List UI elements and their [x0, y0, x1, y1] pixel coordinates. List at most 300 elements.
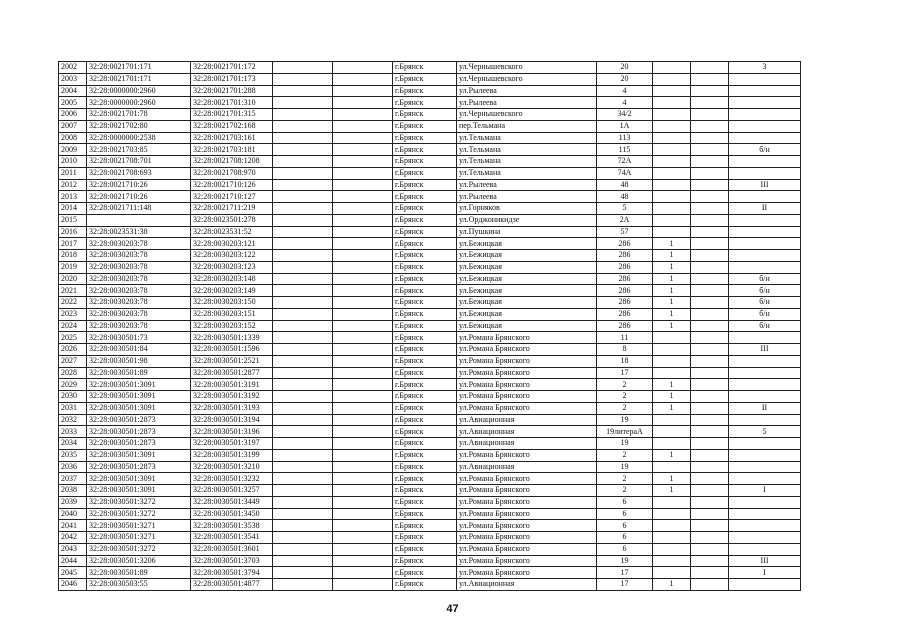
street-cell: ул.Романа Брянского — [457, 332, 597, 344]
land-cadastral-number-cell: 32:28:0030501:3091 — [87, 473, 191, 485]
empty-cell — [333, 214, 393, 226]
table-row — [59, 85, 801, 97]
category-cell — [729, 120, 801, 132]
table-row — [59, 320, 801, 332]
house-number-cell: 8 — [597, 344, 653, 356]
row-number-cell: 2002 — [59, 62, 87, 74]
building-cadastral-number-cell: 32:28:0030203:152 — [191, 320, 273, 332]
category-cell — [729, 167, 801, 179]
empty-cell — [691, 449, 729, 461]
city-cell: г.Брянск — [393, 167, 457, 179]
city-cell: г.Брянск — [393, 214, 457, 226]
row-number-cell: 2044 — [59, 555, 87, 567]
empty-cell — [273, 308, 333, 320]
category-cell: б/н — [729, 320, 801, 332]
empty-cell — [273, 85, 333, 97]
empty-cell — [333, 62, 393, 74]
street-cell: ул.Тельмана — [457, 156, 597, 168]
empty-cell — [333, 308, 393, 320]
street-cell: ул.Бежицкая — [457, 320, 597, 332]
empty-cell — [691, 391, 729, 403]
empty-cell — [333, 144, 393, 156]
table-body — [59, 62, 801, 591]
house-number-cell: 115 — [597, 144, 653, 156]
mark-cell — [653, 167, 691, 179]
empty-cell — [691, 97, 729, 109]
category-cell — [729, 543, 801, 555]
building-cadastral-number-cell: 32:28:0030501:3210 — [191, 461, 273, 473]
street-cell: ул.Бежицкая — [457, 250, 597, 262]
empty-cell — [273, 332, 333, 344]
land-cadastral-number-cell: 32:28:0021710:26 — [87, 179, 191, 191]
building-cadastral-number-cell: 32:28:0030501:1596 — [191, 344, 273, 356]
row-number-cell: 2003 — [59, 73, 87, 85]
row-number-cell: 2012 — [59, 179, 87, 191]
land-cadastral-number-cell: 32:28:0030501:73 — [87, 332, 191, 344]
street-cell: ул.Бежицкая — [457, 273, 597, 285]
city-cell: г.Брянск — [393, 109, 457, 121]
category-cell: 3 — [729, 62, 801, 74]
empty-cell — [691, 579, 729, 591]
empty-cell — [273, 167, 333, 179]
building-cadastral-number-cell: 32:28:0030501:3199 — [191, 449, 273, 461]
empty-cell — [333, 285, 393, 297]
street-cell: ул.Романа Брянского — [457, 543, 597, 555]
table-row — [59, 203, 801, 215]
city-cell: г.Брянск — [393, 191, 457, 203]
building-cadastral-number-cell: 32:28:0021701:173 — [191, 73, 273, 85]
row-number-cell: 2031 — [59, 402, 87, 414]
land-cadastral-number-cell: 32:28:0030503:55 — [87, 579, 191, 591]
empty-cell — [273, 179, 333, 191]
city-cell: г.Брянск — [393, 485, 457, 497]
city-cell: г.Брянск — [393, 144, 457, 156]
empty-cell — [273, 579, 333, 591]
empty-cell — [333, 297, 393, 309]
table-row — [59, 226, 801, 238]
empty-cell — [333, 109, 393, 121]
house-number-cell: 19 — [597, 438, 653, 450]
city-cell: г.Брянск — [393, 555, 457, 567]
row-number-cell: 2041 — [59, 520, 87, 532]
empty-cell — [333, 97, 393, 109]
street-cell: ул.Рылеева — [457, 97, 597, 109]
building-cadastral-number-cell: 32:28:0030203:149 — [191, 285, 273, 297]
street-cell: ул.Рылеева — [457, 191, 597, 203]
building-cadastral-number-cell: 32:28:0030501:3538 — [191, 520, 273, 532]
empty-cell — [273, 214, 333, 226]
land-cadastral-number-cell: 32:28:0030203:78 — [87, 285, 191, 297]
street-cell: ул.Романа Брянского — [457, 391, 597, 403]
empty-cell — [691, 332, 729, 344]
row-number-cell: 2013 — [59, 191, 87, 203]
empty-cell — [333, 543, 393, 555]
row-number-cell: 2010 — [59, 156, 87, 168]
building-cadastral-number-cell: 32:28:0021710:127 — [191, 191, 273, 203]
table-row — [59, 109, 801, 121]
empty-cell — [691, 344, 729, 356]
empty-cell — [273, 508, 333, 520]
table-row — [59, 414, 801, 426]
house-number-cell: 19 — [597, 461, 653, 473]
empty-cell — [691, 156, 729, 168]
mark-cell — [653, 461, 691, 473]
table-row — [59, 461, 801, 473]
empty-cell — [333, 520, 393, 532]
empty-cell — [273, 496, 333, 508]
mark-cell — [653, 567, 691, 579]
empty-cell — [691, 273, 729, 285]
street-cell: ул.Бежицкая — [457, 308, 597, 320]
category-cell: III — [729, 555, 801, 567]
category-cell — [729, 438, 801, 450]
land-cadastral-number-cell: 32:28:0030501:3091 — [87, 379, 191, 391]
table-row — [59, 426, 801, 438]
row-number-cell: 2029 — [59, 379, 87, 391]
mark-cell — [653, 332, 691, 344]
empty-cell — [273, 567, 333, 579]
city-cell: г.Брянск — [393, 285, 457, 297]
empty-cell — [333, 320, 393, 332]
house-number-cell: 20 — [597, 73, 653, 85]
table-row — [59, 555, 801, 567]
city-cell: г.Брянск — [393, 297, 457, 309]
row-number-cell: 2011 — [59, 167, 87, 179]
empty-cell — [273, 261, 333, 273]
row-number-cell: 2045 — [59, 567, 87, 579]
building-cadastral-number-cell: 32:28:0021708:970 — [191, 167, 273, 179]
mark-cell — [653, 226, 691, 238]
house-number-cell: 286 — [597, 297, 653, 309]
row-number-cell: 2023 — [59, 308, 87, 320]
empty-cell — [273, 156, 333, 168]
empty-cell — [333, 555, 393, 567]
house-number-cell: 17 — [597, 567, 653, 579]
building-cadastral-number-cell: 32:28:0023531:52 — [191, 226, 273, 238]
row-number-cell: 2004 — [59, 85, 87, 97]
empty-cell — [691, 120, 729, 132]
table-row — [59, 62, 801, 74]
house-number-cell: 286 — [597, 273, 653, 285]
category-cell — [729, 238, 801, 250]
city-cell: г.Брянск — [393, 320, 457, 332]
land-cadastral-number-cell: 32:28:0030203:78 — [87, 250, 191, 262]
empty-cell — [333, 485, 393, 497]
house-number-cell: 19литераА — [597, 426, 653, 438]
mark-cell — [653, 355, 691, 367]
category-cell — [729, 379, 801, 391]
row-number-cell: 2022 — [59, 297, 87, 309]
category-cell: III — [729, 179, 801, 191]
city-cell: г.Брянск — [393, 543, 457, 555]
empty-cell — [691, 308, 729, 320]
mark-cell: 1 — [653, 238, 691, 250]
street-cell: ул.Пушкина — [457, 226, 597, 238]
empty-cell — [333, 332, 393, 344]
empty-cell — [333, 203, 393, 215]
building-cadastral-number-cell: 32:28:0030501:3194 — [191, 414, 273, 426]
row-number-cell: 2036 — [59, 461, 87, 473]
city-cell: г.Брянск — [393, 391, 457, 403]
row-number-cell: 2006 — [59, 109, 87, 121]
table-row — [59, 579, 801, 591]
mark-cell: 1 — [653, 308, 691, 320]
house-number-cell: 17 — [597, 579, 653, 591]
building-cadastral-number-cell: 32:28:0030501:2877 — [191, 367, 273, 379]
building-cadastral-number-cell: 32:28:0030203:123 — [191, 261, 273, 273]
mark-cell — [653, 344, 691, 356]
land-cadastral-number-cell: 32:28:0030203:78 — [87, 297, 191, 309]
building-cadastral-number-cell: 32:28:0021710:126 — [191, 179, 273, 191]
empty-cell — [691, 226, 729, 238]
empty-cell — [273, 555, 333, 567]
empty-cell — [333, 579, 393, 591]
table-row — [59, 473, 801, 485]
street-cell: ул.Романа Брянского — [457, 555, 597, 567]
building-cadastral-number-cell: 32:28:0030501:2521 — [191, 355, 273, 367]
house-number-cell: 5 — [597, 203, 653, 215]
row-number-cell: 2015 — [59, 214, 87, 226]
city-cell: г.Брянск — [393, 261, 457, 273]
empty-cell — [691, 109, 729, 121]
land-cadastral-number-cell: 32:28:0030501:2873 — [87, 438, 191, 450]
land-cadastral-number-cell: 32:28:0021702:80 — [87, 120, 191, 132]
mark-cell — [653, 62, 691, 74]
city-cell: г.Брянск — [393, 238, 457, 250]
building-cadastral-number-cell: 32:28:0021711:219 — [191, 203, 273, 215]
empty-cell — [691, 402, 729, 414]
table-row — [59, 391, 801, 403]
building-cadastral-number-cell: 32:28:0021701:315 — [191, 109, 273, 121]
land-cadastral-number-cell: 32:28:0030501:89 — [87, 567, 191, 579]
category-cell — [729, 508, 801, 520]
empty-cell — [691, 555, 729, 567]
table-row — [59, 261, 801, 273]
mark-cell — [653, 520, 691, 532]
empty-cell — [691, 261, 729, 273]
city-cell: г.Брянск — [393, 355, 457, 367]
table-row — [59, 332, 801, 344]
category-cell — [729, 449, 801, 461]
row-number-cell: 2035 — [59, 449, 87, 461]
empty-cell — [691, 179, 729, 191]
mark-cell — [653, 85, 691, 97]
row-number-cell: 2017 — [59, 238, 87, 250]
empty-cell — [273, 62, 333, 74]
row-number-cell: 2040 — [59, 508, 87, 520]
empty-cell — [333, 473, 393, 485]
row-number-cell: 2042 — [59, 532, 87, 544]
category-cell: б/н — [729, 273, 801, 285]
table-row — [59, 367, 801, 379]
category-cell: I — [729, 485, 801, 497]
building-cadastral-number-cell: 32:28:0021708:1208 — [191, 156, 273, 168]
row-number-cell: 2024 — [59, 320, 87, 332]
empty-cell — [273, 144, 333, 156]
house-number-cell: 2 — [597, 402, 653, 414]
building-cadastral-number-cell: 32:28:0030501:3794 — [191, 567, 273, 579]
table-row — [59, 520, 801, 532]
category-cell — [729, 520, 801, 532]
house-number-cell: 1А — [597, 120, 653, 132]
empty-cell — [691, 438, 729, 450]
house-number-cell: 19 — [597, 414, 653, 426]
building-cadastral-number-cell: 32:28:0021701:172 — [191, 62, 273, 74]
empty-cell — [691, 461, 729, 473]
street-cell: ул.Авиационная — [457, 461, 597, 473]
city-cell: г.Брянск — [393, 473, 457, 485]
street-cell: ул.Рылеева — [457, 85, 597, 97]
table-row — [59, 120, 801, 132]
house-number-cell: 6 — [597, 532, 653, 544]
street-cell: ул.Романа Брянского — [457, 449, 597, 461]
table-row — [59, 449, 801, 461]
city-cell: г.Брянск — [393, 273, 457, 285]
category-cell — [729, 579, 801, 591]
category-cell — [729, 367, 801, 379]
empty-cell — [333, 391, 393, 403]
mark-cell — [653, 120, 691, 132]
table-row — [59, 308, 801, 320]
land-cadastral-number-cell: 32:28:0021711:148 — [87, 203, 191, 215]
empty-cell — [333, 367, 393, 379]
house-number-cell: 2 — [597, 379, 653, 391]
empty-cell — [333, 179, 393, 191]
city-cell: г.Брянск — [393, 62, 457, 74]
street-cell: ул.Бежицкая — [457, 285, 597, 297]
house-number-cell: 48 — [597, 191, 653, 203]
registry-table — [58, 61, 801, 591]
empty-cell — [691, 250, 729, 262]
mark-cell: 1 — [653, 402, 691, 414]
building-cadastral-number-cell: 32:28:0030501:3541 — [191, 532, 273, 544]
street-cell: ул.Рылеева — [457, 179, 597, 191]
category-cell: II — [729, 203, 801, 215]
category-cell — [729, 532, 801, 544]
building-cadastral-number-cell: 32:28:0021701:288 — [191, 85, 273, 97]
category-cell — [729, 85, 801, 97]
city-cell: г.Брянск — [393, 344, 457, 356]
building-cadastral-number-cell: 32:28:0030501:3257 — [191, 485, 273, 497]
house-number-cell: 6 — [597, 543, 653, 555]
row-number-cell: 2046 — [59, 579, 87, 591]
mark-cell — [653, 156, 691, 168]
street-cell: ул.Тельмана — [457, 144, 597, 156]
table-row — [59, 438, 801, 450]
building-cadastral-number-cell: 32:28:0030501:1339 — [191, 332, 273, 344]
table-row — [59, 297, 801, 309]
empty-cell — [333, 85, 393, 97]
empty-cell — [273, 97, 333, 109]
empty-cell — [691, 191, 729, 203]
empty-cell — [333, 261, 393, 273]
house-number-cell: 2 — [597, 485, 653, 497]
empty-cell — [333, 449, 393, 461]
land-cadastral-number-cell: 32:28:0030501:2873 — [87, 414, 191, 426]
street-cell: ул.Бежицкая — [457, 238, 597, 250]
building-cadastral-number-cell: 32:28:0030203:121 — [191, 238, 273, 250]
building-cadastral-number-cell: 32:28:0030501:3449 — [191, 496, 273, 508]
building-cadastral-number-cell: 32:28:0030203:122 — [191, 250, 273, 262]
empty-cell — [691, 214, 729, 226]
land-cadastral-number-cell: 32:28:0030501:3271 — [87, 532, 191, 544]
land-cadastral-number-cell: 32:28:0030501:3091 — [87, 449, 191, 461]
category-cell: б/н — [729, 144, 801, 156]
mark-cell — [653, 144, 691, 156]
category-cell: II — [729, 402, 801, 414]
empty-cell — [691, 520, 729, 532]
building-cadastral-number-cell: 32:28:0030501:3232 — [191, 473, 273, 485]
city-cell: г.Брянск — [393, 532, 457, 544]
empty-cell — [333, 132, 393, 144]
empty-cell — [333, 402, 393, 414]
empty-cell — [333, 496, 393, 508]
mark-cell — [653, 132, 691, 144]
row-number-cell: 2034 — [59, 438, 87, 450]
category-cell — [729, 496, 801, 508]
empty-cell — [691, 567, 729, 579]
city-cell: г.Брянск — [393, 308, 457, 320]
mark-cell: 1 — [653, 449, 691, 461]
category-cell: I — [729, 567, 801, 579]
land-cadastral-number-cell: 32:28:0030203:78 — [87, 261, 191, 273]
empty-cell — [273, 367, 333, 379]
table-row — [59, 179, 801, 191]
street-cell: ул.Чернышевского — [457, 73, 597, 85]
category-cell — [729, 461, 801, 473]
street-cell: ул.Орджоникидзе — [457, 214, 597, 226]
land-cadastral-number-cell: 32:28:0021701:171 — [87, 62, 191, 74]
city-cell: г.Брянск — [393, 579, 457, 591]
row-number-cell: 2008 — [59, 132, 87, 144]
land-cadastral-number-cell: 32:28:0030501:3091 — [87, 402, 191, 414]
land-cadastral-number-cell: 32:28:0030501:3272 — [87, 543, 191, 555]
table-row — [59, 214, 801, 226]
empty-cell — [273, 461, 333, 473]
row-number-cell: 2025 — [59, 332, 87, 344]
land-cadastral-number-cell: 32:28:0000000:2538 — [87, 132, 191, 144]
building-cadastral-number-cell: 32:28:0030501:3191 — [191, 379, 273, 391]
building-cadastral-number-cell: 32:28:0030203:150 — [191, 297, 273, 309]
empty-cell — [273, 355, 333, 367]
empty-cell — [691, 132, 729, 144]
building-cadastral-number-cell: 32:28:0030203:148 — [191, 273, 273, 285]
empty-cell — [273, 238, 333, 250]
row-number-cell: 2026 — [59, 344, 87, 356]
empty-cell — [273, 226, 333, 238]
empty-cell — [333, 414, 393, 426]
empty-cell — [691, 167, 729, 179]
mark-cell: 1 — [653, 485, 691, 497]
table-row — [59, 532, 801, 544]
house-number-cell: 72А — [597, 156, 653, 168]
category-cell — [729, 261, 801, 273]
table-row — [59, 485, 801, 497]
land-cadastral-number-cell: 32:28:0000000:2960 — [87, 97, 191, 109]
empty-cell — [691, 473, 729, 485]
street-cell: ул.Романа Брянского — [457, 367, 597, 379]
table-row — [59, 73, 801, 85]
empty-cell — [333, 120, 393, 132]
house-number-cell: 113 — [597, 132, 653, 144]
table-row — [59, 191, 801, 203]
row-number-cell: 2033 — [59, 426, 87, 438]
mark-cell — [653, 367, 691, 379]
table-row — [59, 543, 801, 555]
mark-cell: 1 — [653, 297, 691, 309]
empty-cell — [333, 73, 393, 85]
category-cell — [729, 97, 801, 109]
